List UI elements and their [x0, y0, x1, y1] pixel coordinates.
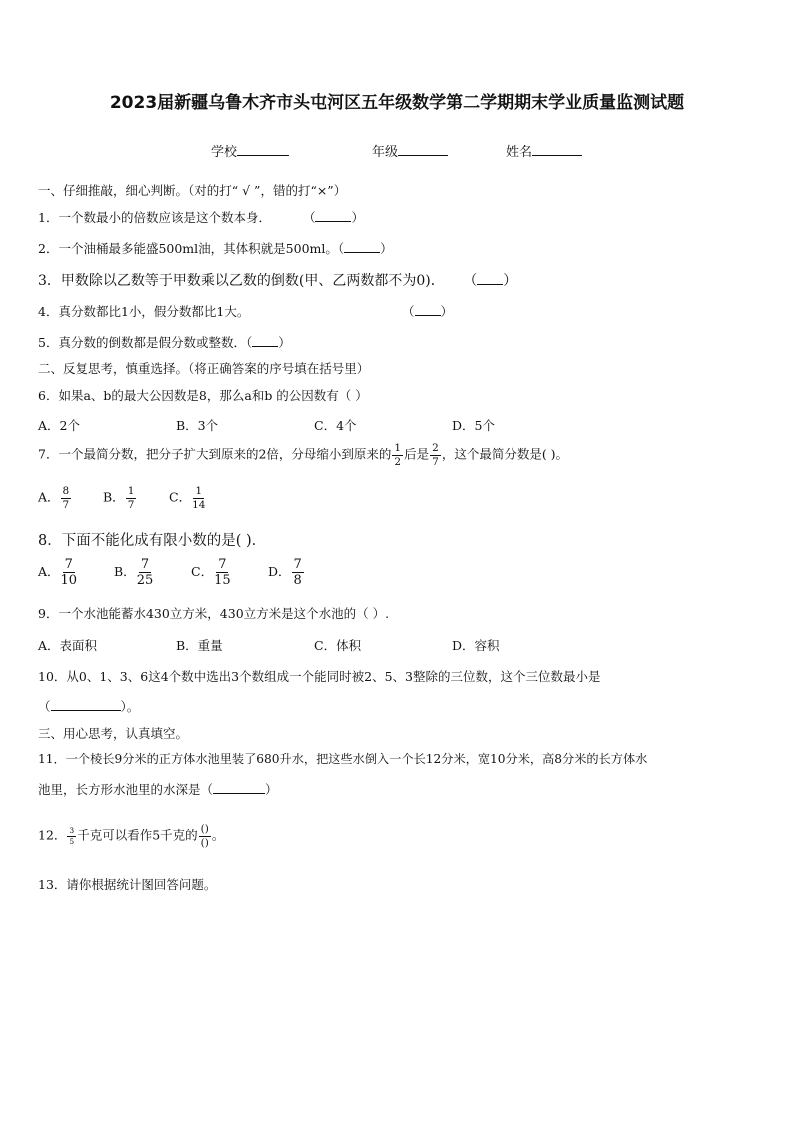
school-label: 学校: [211, 145, 238, 160]
question-7-text-c: ，这个最简分数是( )。: [441, 446, 569, 462]
q9-option-a[interactable]: A．表面积: [38, 638, 98, 653]
q7-fraction-1-2: $\frac{1}{2}$: [394, 442, 402, 468]
question-8: 8．下面不能化成有限小数的是( )．: [38, 533, 267, 549]
answer-blank-4[interactable]: [415, 304, 441, 316]
question-3-text: 3．甲数除以乙数等于甲数乘以乙数的倒数(甲、乙两数都不为0)．: [38, 273, 445, 289]
school-blank[interactable]: [237, 142, 289, 156]
q8-option-c[interactable]: C． $\frac{7}{15}$: [191, 557, 231, 588]
section-3-heading: 三、用心思考，认真填空。: [38, 726, 189, 741]
question-5-text: 5．真分数的倒数都是假分数或整数．: [38, 335, 246, 350]
question-6: 6．如果a、b的最大公因数是8，那么a和b 的公因数有（ ）: [38, 388, 368, 403]
q8-option-b[interactable]: B． $\frac{7}{25}$: [114, 557, 154, 588]
question-12: 12． $\frac{3}{5}$ 千克可以看作5千克的 $\frac{()}{()}$ 。: [38, 823, 225, 849]
question-2: 2．一个油桶最多能盛500ml油，其体积就是500ml。（ ）: [38, 241, 393, 256]
q8-option-d[interactable]: D． $\frac{7}{8}$: [268, 557, 302, 588]
question-11-line2: 池里，长方形水池里的水深是（ ）: [38, 782, 278, 797]
q7-option-a[interactable]: A． $\frac{8}{7}$: [38, 485, 70, 511]
q6-option-c[interactable]: C．4个: [314, 418, 357, 433]
q9-option-d[interactable]: D．容积: [452, 638, 500, 653]
q8-option-a[interactable]: A． $\frac{7}{10}$: [38, 557, 78, 588]
question-3: 3．甲数除以乙数等于甲数乘以乙数的倒数(甲、乙两数都不为0)． （ ）: [38, 273, 518, 289]
name-blank[interactable]: [532, 142, 582, 156]
q6-option-b[interactable]: B．3个: [176, 418, 219, 433]
question-2-text: 2．一个油桶最多能盛500ml油，其体积就是500ml。: [38, 241, 338, 256]
page-title: 2023届新疆乌鲁木齐市头屯河区五年级数学第二学期期末学业质量监测试题: [109, 93, 685, 113]
grade-field: [372, 141, 448, 160]
q12-fraction-3-5: $\frac{3}{5}$: [69, 826, 75, 846]
question-10-answer: （ ）。: [38, 699, 140, 714]
question-4-answer: （ ）: [402, 304, 454, 319]
answer-blank-3[interactable]: [477, 273, 503, 285]
answer-blank-2[interactable]: [344, 241, 380, 253]
question-4-text: 4．真分数都比1小，假分数都比1大。: [38, 304, 250, 319]
q9-option-b[interactable]: B．重量: [176, 638, 223, 653]
q12-blank-fraction[interactable]: $\frac{()}{()}$: [200, 823, 209, 849]
question-7-text-a: 7．一个最简分数，把分子扩大到原来的2倍，分母缩小到原来的: [38, 446, 392, 462]
answer-blank-10[interactable]: [51, 699, 121, 711]
question-7-text-b: 后是: [404, 446, 430, 462]
name-field: [506, 141, 582, 160]
answer-blank-11[interactable]: [213, 782, 265, 794]
question-1: 1．一个数最小的倍数应该是这个数本身． （ ）: [38, 210, 364, 225]
section-2-heading: 二、反复思考，慎重选择。（将正确答案的序号填在括号里）: [38, 361, 370, 376]
question-9: 9．一个水池能蓄水430立方米，430立方米是这个水池的（ ）.: [38, 606, 390, 621]
grade-label: 年级: [372, 145, 399, 160]
school-field: [211, 141, 289, 160]
question-7: [38, 443, 568, 467]
q7-option-b[interactable]: B． $\frac{1}{7}$: [103, 485, 135, 511]
q7-option-c[interactable]: C． $\frac{1}{14}$: [169, 485, 206, 511]
question-5: 5．真分数的倒数都是假分数或整数．（ ）: [38, 335, 291, 350]
answer-blank-5[interactable]: [252, 335, 278, 347]
answer-blank-1[interactable]: [315, 210, 351, 222]
question-4: [38, 302, 249, 320]
question-10: 10．从0、1、3、6这4个数中选出3个数组成一个能同时被2、5、3整除的三位数，这个三位数最小是: [38, 669, 601, 684]
grade-blank[interactable]: [398, 142, 448, 156]
question-11: 11．一个棱长9分米的正方体水池里装了680升水，把这些水倒入一个长12分米，宽10分米，高8分米的长方体水: [38, 752, 648, 766]
q9-option-c[interactable]: C．体积: [314, 638, 362, 653]
q7-fraction-2-7: $\frac{2}{7}$: [432, 442, 439, 468]
name-label: 姓名: [506, 145, 533, 160]
question-1-text: 1．一个数最小的倍数应该是这个数本身．: [38, 210, 271, 225]
q6-option-d[interactable]: D．5个: [452, 418, 495, 433]
section-1-heading: 一、仔细推敲，细心判断。（对的打“ √ ”，错的打“×”）: [38, 183, 347, 198]
question-13: 13．请你根据统计图回答问题。: [38, 877, 217, 892]
q6-option-a[interactable]: A．2个: [38, 418, 80, 433]
